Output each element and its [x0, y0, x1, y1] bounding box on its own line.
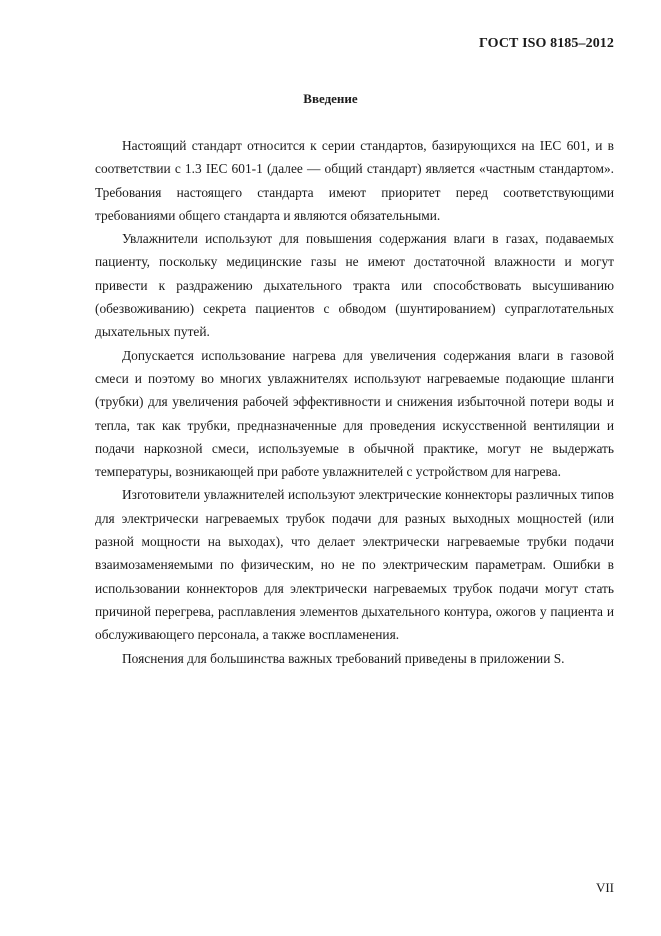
paragraph-3: Допускается использование нагрева для увеличения содержания влаги в газовой смеси и поэтому во многих увлажнителях используют нагреваемые подающие шланги (трубки) для увеличения рабочей эффективности и снижения избыточной потери воды и тепла, так как трубки, предназначенные для проведения искусственной вентиляции и подачи наркозной смеси, используемые в обычной практике, могут не выдержать температуры, возникающей при работе увлажнителей с устройством для нагрева.: [95, 347, 614, 480]
paragraph-4: Изготовители увлажнителей используют электрические коннекторы различных типов для электрически нагреваемых трубок подачи для разных выходных мощностей (или разной мощности на выходах), что делает электрически нагреваемые трубки подачи взаимозаменяемыми по физическим, но не по электрическим параметрам. Ошибки в использовании коннекторов для электрически нагреваемых трубок подачи могут стать причиной перегрева, расплавления элементов дыхательного контура, ожогов у пациента и обслуживающего персонала, а также воспламенения.: [95, 487, 614, 643]
page-number: VII: [595, 880, 614, 895]
paragraph-1: Настоящий стандарт относится к серии стандартов, базирующихся на IEC 601, и в соответствии с 1.3 IEC 601-1 (далее — общий стандарт) является «частным стандартом». Требования настоящего стандарта имеют приоритет перед соответствующими требованиями общего стандарта и являются обязательными.: [95, 138, 614, 223]
section-title: Введение: [303, 91, 358, 106]
document-body: [95, 134, 614, 670]
paragraph-2: Увлажнители используют для повышения содержания влаги в газах, подаваемых пациенту, поскольку медицинские газы не имеют достаточной влажности и могут привести к раздражению дыхательного тракта или способствовать высушиванию (обезвоживанию) секрета пациентов с обводом (шунтированием) супраглотательных дыхательных путей.: [95, 231, 614, 340]
document-header-standard: ГОСТ ISO 8185–2012: [479, 36, 614, 51]
paragraph-5: Пояснения для большинства важных требований приведены в приложении S.: [122, 650, 565, 666]
